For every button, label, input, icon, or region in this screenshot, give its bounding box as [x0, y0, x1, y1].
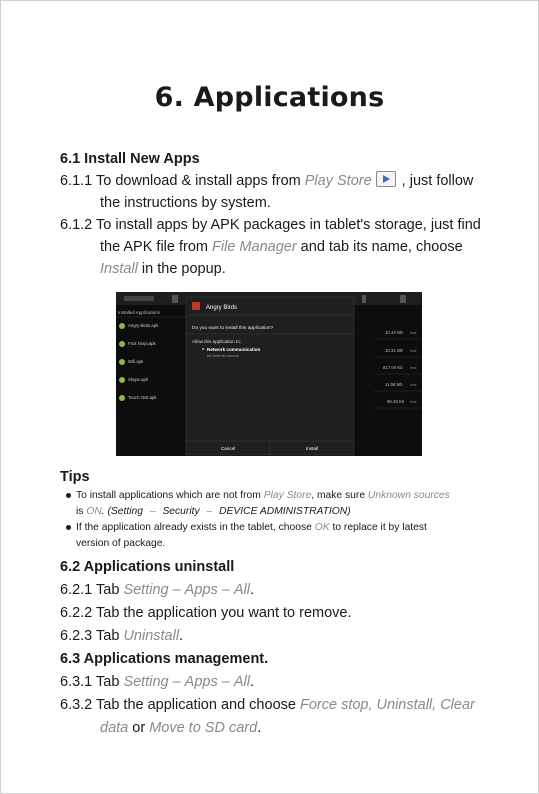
cancel-button[interactable]: Cancel — [220, 446, 236, 451]
apk-size: 10.44 Mb — [385, 330, 403, 335]
tip-item — [60, 520, 500, 552]
item-text: 6.3.1 Tab — [60, 674, 124, 690]
tip-text: is — [76, 506, 87, 517]
file-manager-link: File Manager — [212, 239, 297, 255]
apk-icon — [119, 323, 125, 329]
item-6-1-2 — [60, 214, 500, 280]
dialog-permission-sub: full Internet access — [207, 354, 239, 358]
options-link: data — [100, 720, 129, 736]
apk-icon — [119, 341, 125, 347]
item-text: the APK file from — [100, 239, 213, 255]
screenshot-graphic — [116, 292, 422, 456]
tip-text: , make sure — [311, 490, 368, 501]
apk-name: Wifi.apk — [128, 359, 144, 364]
item-continuation — [60, 258, 500, 280]
item-text: 6.1.1 To download & install apps from — [60, 173, 305, 189]
item-text: 6.2.3 Tab — [60, 628, 124, 644]
item-text: 6.2.1 Tab — [60, 582, 124, 598]
apk-name: Angry Birds.apk — [128, 323, 159, 328]
section-install — [60, 148, 500, 280]
period: . — [249, 674, 254, 690]
screenshot-list-header: Installed Applications — [118, 310, 161, 315]
apps-link: Apps — [184, 582, 218, 598]
play-store-link: Play Store — [304, 173, 372, 189]
tips-section — [60, 466, 500, 552]
item-text: and tab its name, choose — [296, 239, 463, 255]
play-store-link: Play Store — [263, 490, 312, 501]
tablet-icon — [172, 295, 178, 303]
section-heading-6-1: 6.1 Install New Apps — [60, 151, 200, 167]
dialog-allow: Allow this application to: — [192, 339, 242, 344]
item-continuation — [60, 717, 500, 740]
apk-name: Fruit Ninja.apk — [128, 341, 156, 346]
item-6-3-1 — [60, 671, 500, 694]
item-6-2-2: 6.2.2 Tab the application you want to remove. — [60, 605, 352, 621]
usb-icon — [362, 295, 366, 303]
size-tag: Inst — [410, 399, 417, 404]
setting-link: Setting — [123, 582, 169, 598]
install-dialog — [186, 297, 354, 455]
size-tag: Inst — [410, 348, 417, 353]
apk-name: Touch Test.apk — [128, 395, 157, 400]
section-heading-6-3: 6.3 Applications management. — [60, 651, 269, 667]
on-value: ON — [86, 506, 102, 517]
period: . — [257, 720, 262, 736]
file-icon — [400, 295, 406, 303]
ok-link: OK — [314, 522, 330, 533]
item-text: or — [128, 720, 150, 736]
item-6-3-2 — [60, 694, 500, 740]
apk-icon — [119, 359, 125, 365]
item-continuation: the instructions by system. — [100, 195, 271, 211]
tip-path: . (Setting — [101, 506, 146, 517]
item-text: , just follow — [401, 173, 474, 189]
path-separator: – — [221, 582, 230, 598]
install-link: Install — [100, 261, 138, 277]
angry-birds-icon — [192, 302, 200, 310]
install-button[interactable]: Install — [305, 446, 319, 451]
item-text: 6.3.2 Tab the application and choose — [60, 697, 300, 713]
bullet-icon — [66, 493, 71, 498]
section-manage — [60, 556, 500, 740]
page-title: 6. Applications — [154, 82, 385, 113]
apk-icon — [119, 395, 125, 401]
section-heading-6-2: 6.2 Applications uninstall — [60, 559, 235, 575]
period: . — [249, 582, 254, 598]
dialog-permission: Network communication — [207, 347, 261, 352]
bullet-icon — [66, 525, 71, 530]
path-separator: – — [149, 506, 156, 517]
item-6-2-3 — [60, 625, 500, 648]
all-link: All — [233, 674, 250, 690]
apk-size: 10.31 Mb — [385, 348, 403, 353]
item-text: 6.1.2 To install apps by APK packages in tablet's storage, just find — [60, 217, 481, 233]
item-6-1-1 — [60, 170, 500, 214]
tip-text: to replace it by latest — [329, 522, 427, 533]
tip-path: DEVICE ADMINISTRATION) — [216, 506, 351, 517]
item-6-2-1 — [60, 579, 500, 602]
apk-name: Skype.apk — [128, 377, 149, 382]
tip-item — [60, 488, 500, 520]
apk-size: 96.48 Kb — [387, 399, 405, 404]
dialog-app-name: Angry Birds — [206, 305, 238, 311]
path-separator: – — [172, 582, 181, 598]
setting-link: Setting — [123, 674, 169, 690]
path-separator: – — [206, 506, 213, 517]
all-link: All — [233, 582, 250, 598]
size-tag: Inst — [410, 382, 417, 387]
size-tag: Inst — [410, 365, 417, 370]
path-separator: – — [172, 674, 181, 690]
apps-link: Apps — [184, 674, 218, 690]
tip-path: Security — [159, 506, 203, 517]
unknown-sources-link: Unknown sources — [367, 490, 450, 501]
tip-text: If the application already exists in the tablet, choose — [76, 522, 315, 533]
play-store-icon — [376, 171, 396, 187]
uninstall-link: Uninstall — [123, 628, 180, 644]
dialog-question: Do you want to install this application? — [192, 326, 274, 331]
install-screenshot — [116, 292, 422, 456]
size-tag: Inst — [410, 330, 417, 335]
item-continuation — [60, 236, 500, 258]
item-text: in the popup. — [137, 261, 226, 277]
tips-heading: Tips — [60, 469, 90, 485]
tip-continuation — [76, 504, 500, 520]
move-to-sd-link: Move to SD card — [149, 720, 258, 736]
apk-size: 817.04 Kb — [383, 365, 403, 370]
path-separator: – — [221, 674, 230, 690]
options-link: Force stop, Uninstall, Clear — [299, 697, 475, 713]
period: . — [179, 628, 184, 644]
apk-icon — [119, 377, 125, 383]
apk-size: 11.58 Mb — [385, 382, 403, 387]
tip-text: To install applications which are not from — [76, 490, 264, 501]
tip-continuation: version of package. — [76, 538, 166, 549]
